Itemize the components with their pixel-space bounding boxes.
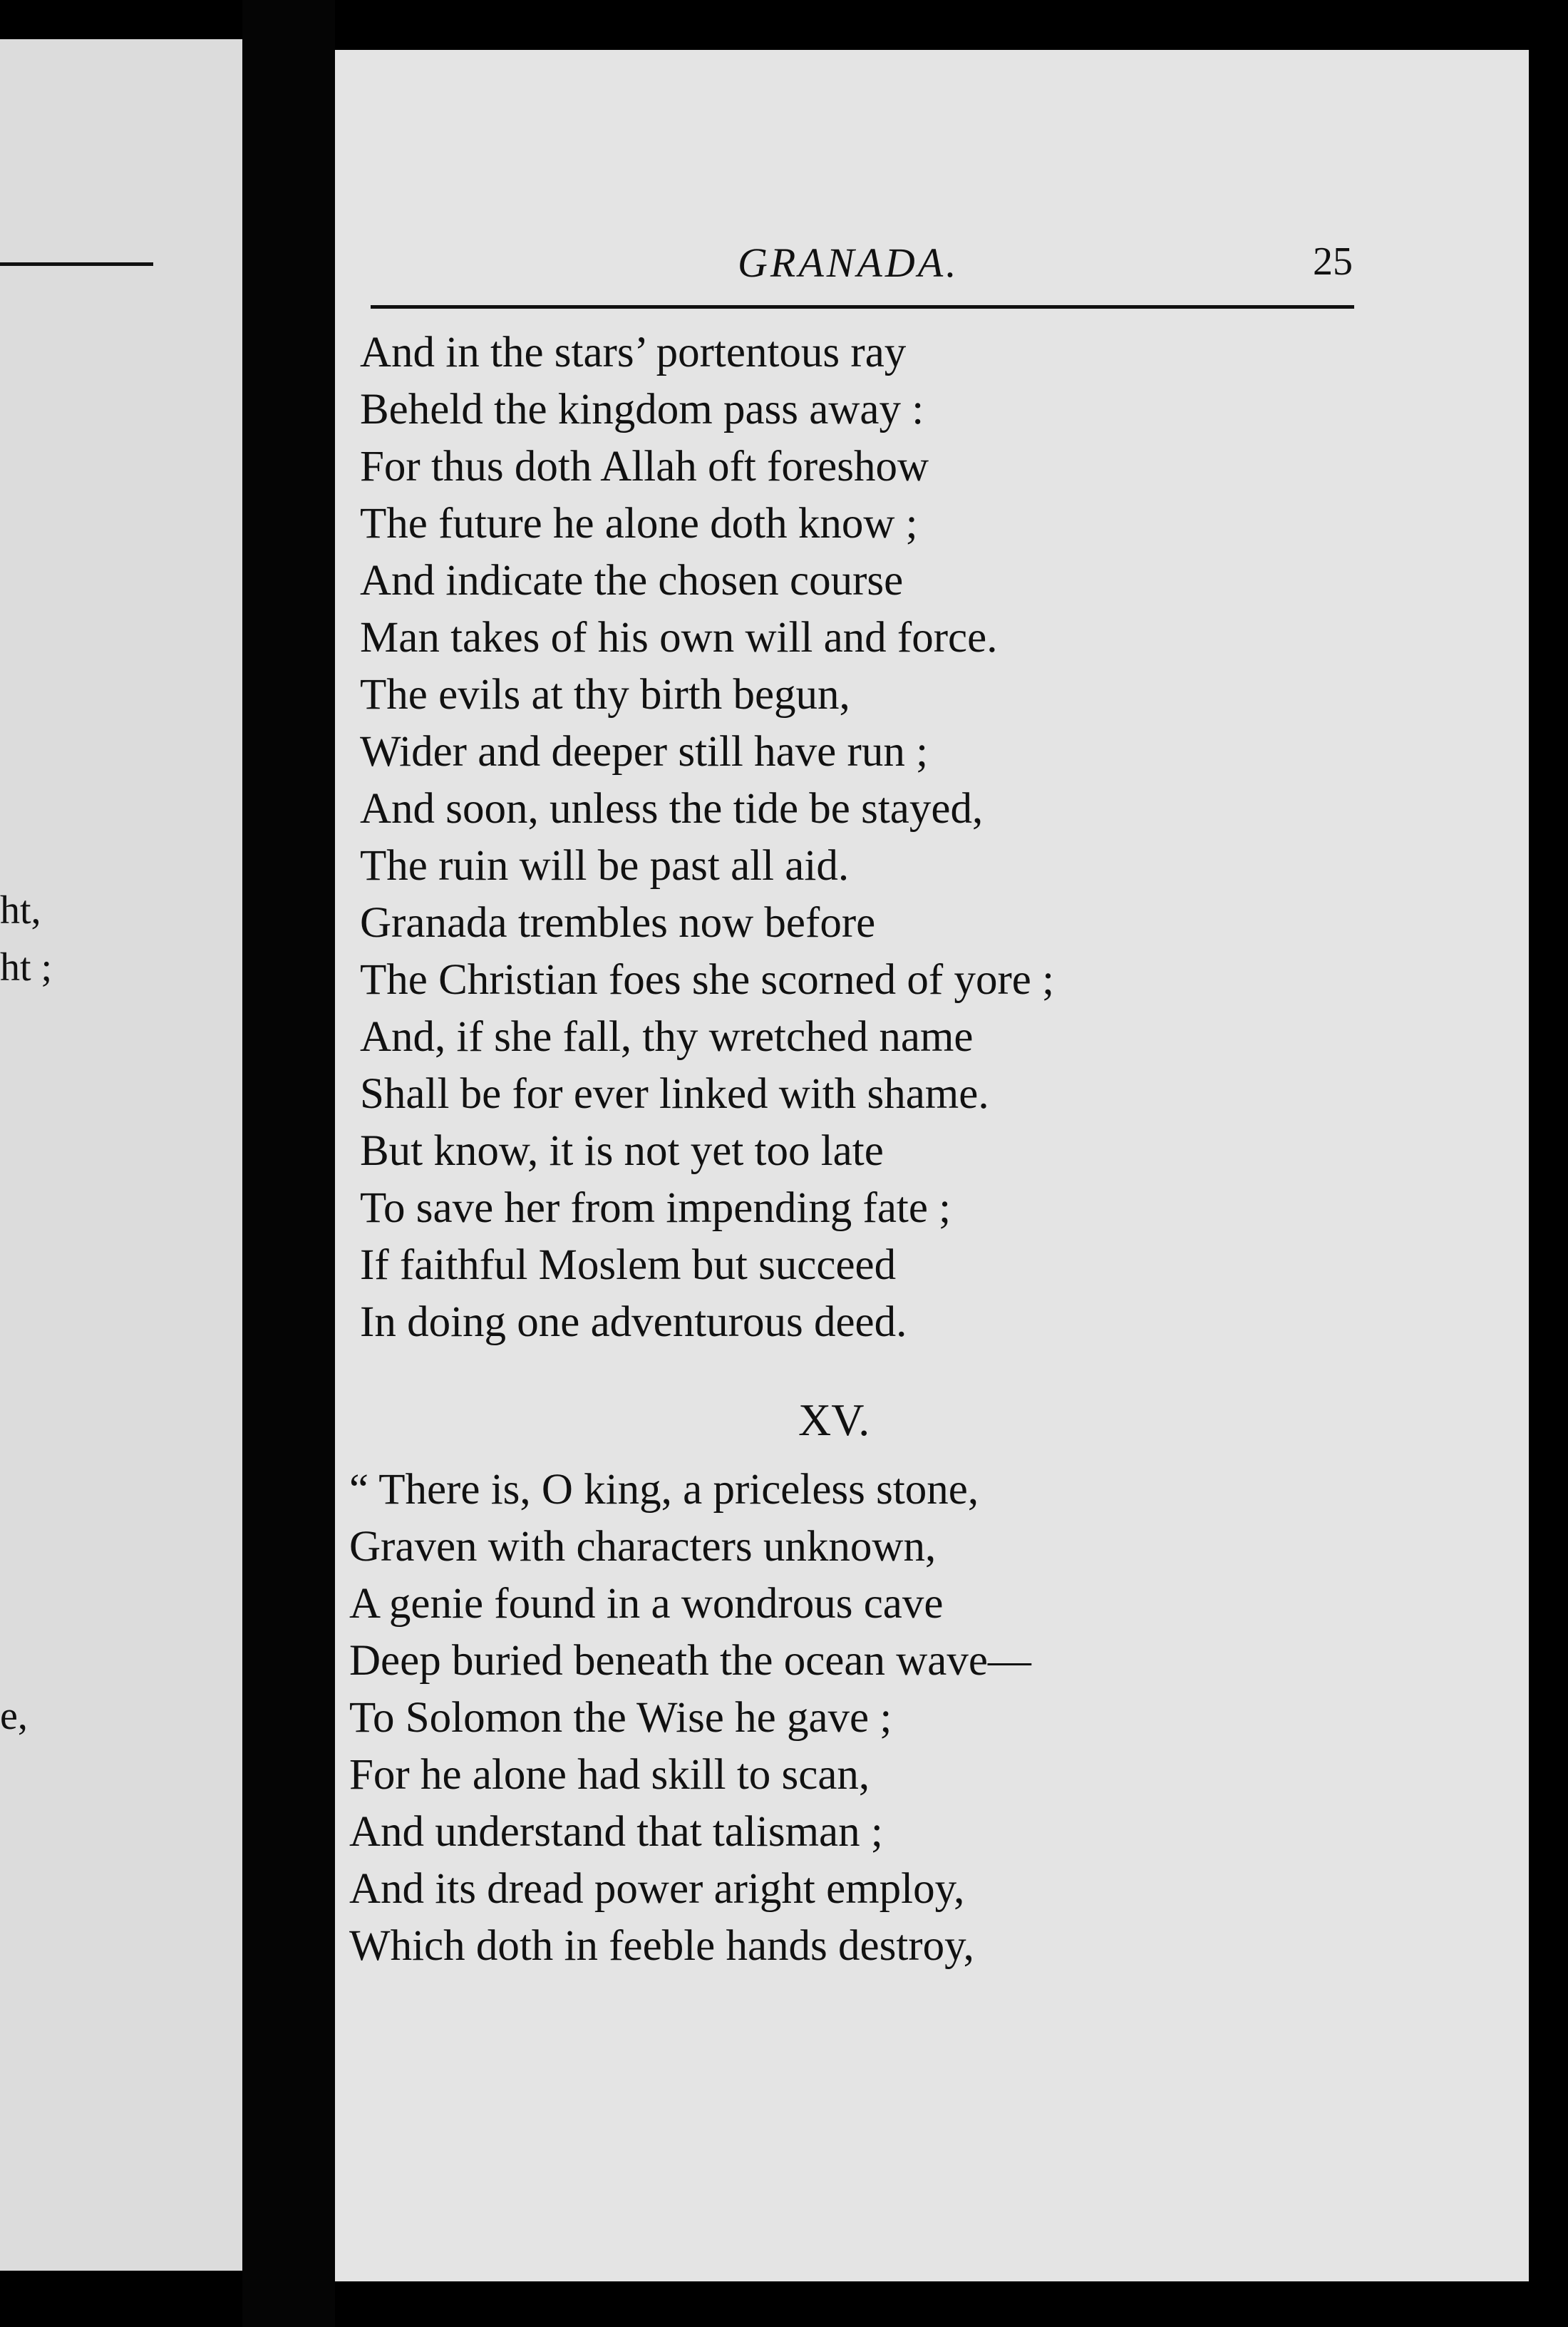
poem-line: And in the stars’ portentous ray (360, 329, 907, 376)
running-title: GRANADA. (738, 240, 959, 286)
poem-line: The evils at thy birth begun, (360, 671, 850, 719)
poem-line: For he alone had skill to scan, (349, 1751, 870, 1799)
poem-line: Graven with characters unknown, (349, 1523, 937, 1571)
left-page-fragment: e, (0, 1694, 28, 1738)
poem-line: And indicate the chosen course (360, 557, 904, 605)
stanza-xv (349, 1462, 1031, 1975)
stanza-xiv-continued (360, 324, 1054, 1351)
poem-line: In doing one adventurous deed. (360, 1298, 907, 1346)
poem-line: And its dread power aright employ, (349, 1865, 965, 1913)
poem-line: But know, it is not yet too late (360, 1127, 884, 1175)
poem-line: To save her from impending fate ; (360, 1184, 951, 1232)
page-number: 25 (1313, 240, 1353, 284)
poem-line: The ruin will be past all aid. (360, 842, 850, 890)
poem-line: Beheld the kingdom pass away : (360, 386, 924, 433)
page-header (335, 239, 1354, 303)
poem-line: And soon, unless the tide be stayed, (360, 785, 984, 833)
book-gutter (242, 0, 335, 2327)
poem-line: A genie found in a wondrous cave (349, 1580, 944, 1628)
poem-line: “ There is, O king, a priceless stone, (349, 1466, 979, 1514)
poem-line: Man takes of his own will and force. (360, 614, 998, 662)
poem-line: And understand that talisman ; (349, 1808, 883, 1856)
left-page-rule (0, 262, 153, 266)
poem-line: The Christian foes she scorned of yore ; (360, 956, 1055, 1004)
poem-line: Granada trembles now before (360, 899, 876, 947)
poem-line: For thus doth Allah oft foreshow (360, 443, 929, 490)
left-page-fragment: ht ; (0, 945, 53, 990)
poem-line: Wider and deeper still have run ; (360, 728, 929, 776)
poem-line: Deep buried beneath the ocean wave— (349, 1637, 1031, 1685)
poem-line: If faithful Moslem but succeed (360, 1241, 897, 1289)
poem-line: To Solomon the Wise he gave ; (349, 1694, 892, 1742)
poem-line: And, if she fall, thy wretched name (360, 1013, 974, 1061)
poem-line: The future he alone doth know ; (360, 500, 918, 548)
stanza-number: XV. (798, 1394, 870, 1445)
left-page (0, 39, 242, 2271)
left-page-fragment: ht, (0, 888, 41, 933)
poem-line: Which doth in feeble hands destroy, (349, 1922, 974, 1970)
header-rule (371, 305, 1354, 309)
poem-line: Shall be for ever linked with shame. (360, 1070, 989, 1118)
